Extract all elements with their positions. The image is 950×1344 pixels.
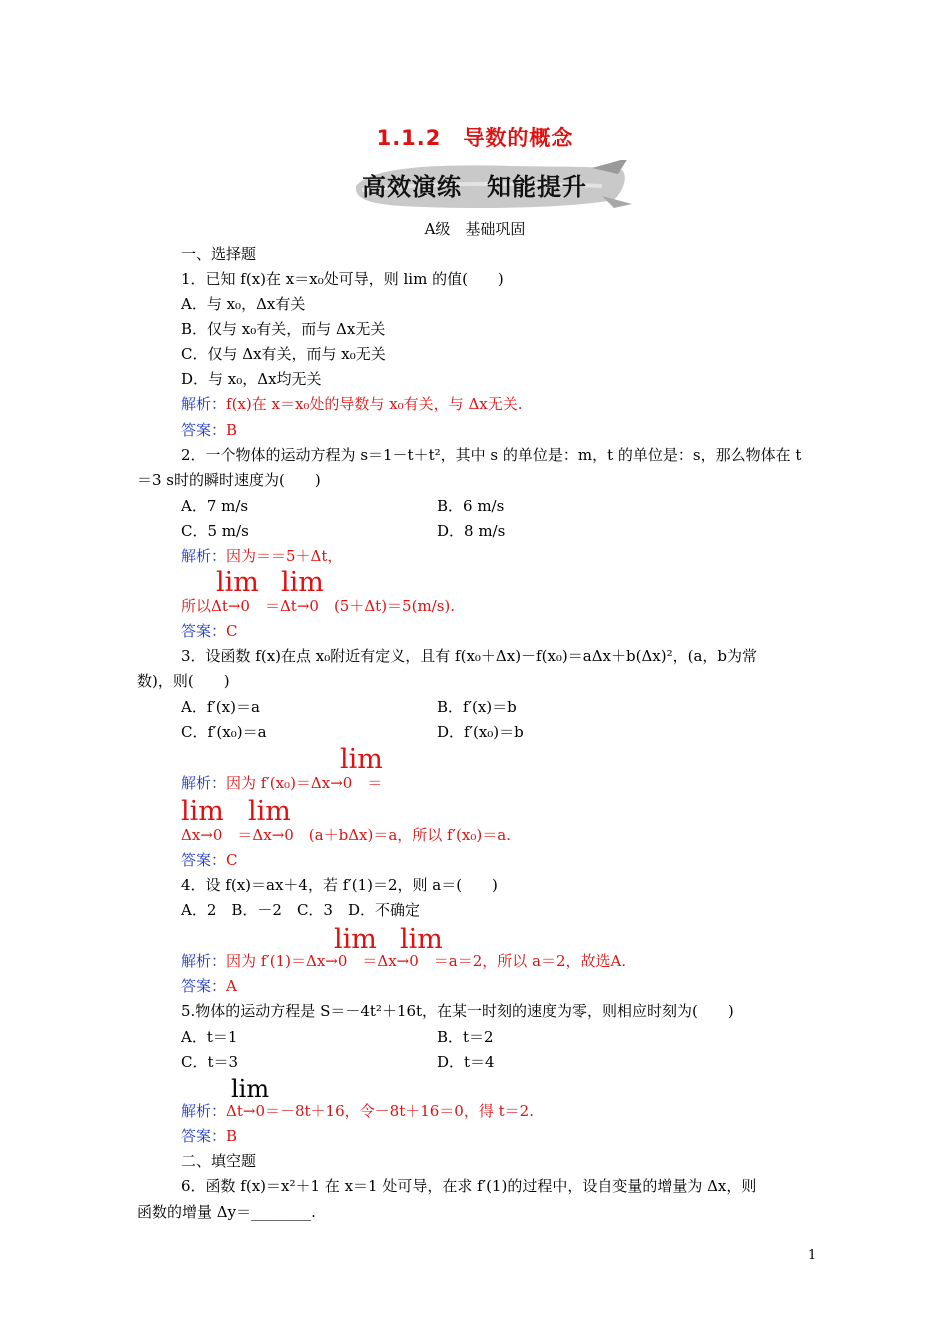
lim-symbol: lim: [400, 924, 443, 955]
q6-stem-line1: 6．函数 f(x)＝x²＋1 在 x＝1 处可导，在求 f′(1)的过程中，设自变量的增量为 Δx，则: [181, 1177, 757, 1195]
answer-label: 答案：: [181, 1127, 227, 1145]
q4-answer: [181, 976, 237, 996]
q2-analysis: [181, 546, 342, 566]
q2-option-a: A．7 m/s: [181, 497, 249, 515]
analysis-label: 解析：: [181, 774, 227, 792]
answer-label: 答案：: [181, 421, 227, 439]
analysis-label: 解析：: [181, 952, 227, 970]
banner-text: 高效演练 知能提升: [362, 173, 587, 201]
q3-stem-line1: 3．设函数 f(x)在点 x₀附近有定义，且有 f(x₀＋Δx)－f(x₀)＝aΔx＋b(Δx)²，(a，b为常: [181, 647, 758, 665]
page-number: 1: [808, 1248, 817, 1263]
section-heading-fill: 二、填空题: [181, 1152, 257, 1170]
answer-label: 答案：: [181, 851, 227, 869]
q2-stem-line2: ＝3 s时的瞬时速度为( ): [137, 471, 321, 489]
q5-option-d: D．t＝4: [437, 1053, 495, 1071]
lim-symbol: lim: [231, 1075, 270, 1103]
lim-symbol: lim: [334, 924, 377, 955]
q2-stem-line1: 2．一个物体的运动方程为 s＝1－t＋t²，其中 s 的单位是：m，t 的单位是：s，那么物体在 t: [181, 446, 802, 464]
analysis-label: 解析：: [181, 395, 227, 413]
q1-option-a: A．与 x₀，Δx有关: [181, 295, 306, 313]
q2-answer: [181, 621, 238, 641]
page-title: 1.1.2 导数的概念: [376, 126, 574, 150]
q5-stem: 5.物体的运动方程是 S＝－4t²＋16t，在某一时刻的速度为零，则相应时刻为( ): [181, 1002, 734, 1020]
answer-value: A: [226, 977, 237, 995]
answer-value: B: [226, 1127, 238, 1145]
q6-stem-line2: 函数的增量 Δy＝________.: [137, 1203, 316, 1221]
q5-option-c: C．t＝3: [181, 1053, 239, 1071]
analysis-text: 因为 f′(x₀)＝Δx→0 ＝: [226, 774, 383, 792]
q1-stem: 1．已知 f(x)在 x＝x₀处可导，则 lim 的值( ): [181, 270, 504, 288]
answer-label: 答案：: [181, 622, 227, 640]
level-heading: A级 基础巩固: [424, 220, 526, 238]
answer-value: C: [226, 851, 238, 869]
lim-symbol: lim: [340, 744, 383, 775]
q3-stem-line2: 数)，则( ): [137, 672, 230, 690]
analysis-text: 因为 f′(1)＝Δx→0 ＝Δx→0 ＝a＝2，所以 a＝2，故选A.: [226, 952, 627, 970]
lim-symbol: lim: [216, 567, 259, 598]
analysis-text: 因为＝＝5＋Δt，: [226, 547, 343, 565]
q3-answer: [181, 850, 238, 870]
q2-option-c: C．5 m/s: [181, 522, 249, 540]
q3-option-a: A．f′(x)＝a: [181, 698, 260, 716]
q1-option-c: C．仅与 Δx有关，而与 x₀无关: [181, 345, 386, 363]
q1-option-b: B．仅与 x₀有关，而与 Δx无关: [181, 320, 386, 338]
lim-symbol: lim: [248, 796, 291, 827]
q3-analysis: [181, 773, 382, 793]
q1-analysis: [181, 394, 523, 414]
q1-answer: [181, 420, 237, 440]
banner: [352, 160, 634, 212]
answer-value: B: [226, 421, 238, 439]
q5-option-a: A．t＝1: [181, 1028, 238, 1046]
q4-options: A．2 B．－2 C．3 D．不确定: [181, 901, 420, 919]
q5-option-b: B．t＝2: [437, 1028, 494, 1046]
q2-option-b: B．6 m/s: [437, 497, 505, 515]
q4-stem: 4．设 f(x)＝ax＋4，若 f′(1)＝2，则 a＝( ): [181, 876, 498, 894]
lim-symbol: lim: [181, 796, 224, 827]
lim-symbol: lim: [281, 567, 324, 598]
q2-option-d: D．8 m/s: [437, 522, 506, 540]
q5-analysis: [181, 1101, 534, 1121]
analysis-label: 解析：: [181, 1102, 227, 1120]
q1-option-d: D．与 x₀，Δx均无关: [181, 370, 322, 388]
q5-answer: [181, 1126, 237, 1146]
q4-analysis: [181, 951, 626, 971]
q3-option-d: D．f′(x₀)＝b: [437, 723, 524, 741]
section-heading-choice: 一、选择题: [181, 245, 257, 263]
answer-value: C: [226, 622, 238, 640]
answer-label: 答案：: [181, 977, 227, 995]
analysis-text: f(x)在 x＝x₀处的导数与 x₀有关，与 Δx无关.: [226, 395, 523, 413]
analysis-label: 解析：: [181, 547, 227, 565]
analysis-text: Δt→0＝－8t＋16，令－8t＋16＝0，得 t＝2.: [226, 1102, 534, 1120]
q3-option-c: C．f′(x₀)＝a: [181, 723, 267, 741]
q3-option-b: B．f′(x)＝b: [437, 698, 517, 716]
q2-analysis-line2: 所以Δt→0 ＝Δt→0 (5＋Δt)＝5(m/s).: [181, 597, 456, 615]
q3-analysis-line2: Δx→0 ＝Δx→0 (a＋bΔx)＝a，所以 f′(x₀)＝a.: [181, 826, 511, 844]
